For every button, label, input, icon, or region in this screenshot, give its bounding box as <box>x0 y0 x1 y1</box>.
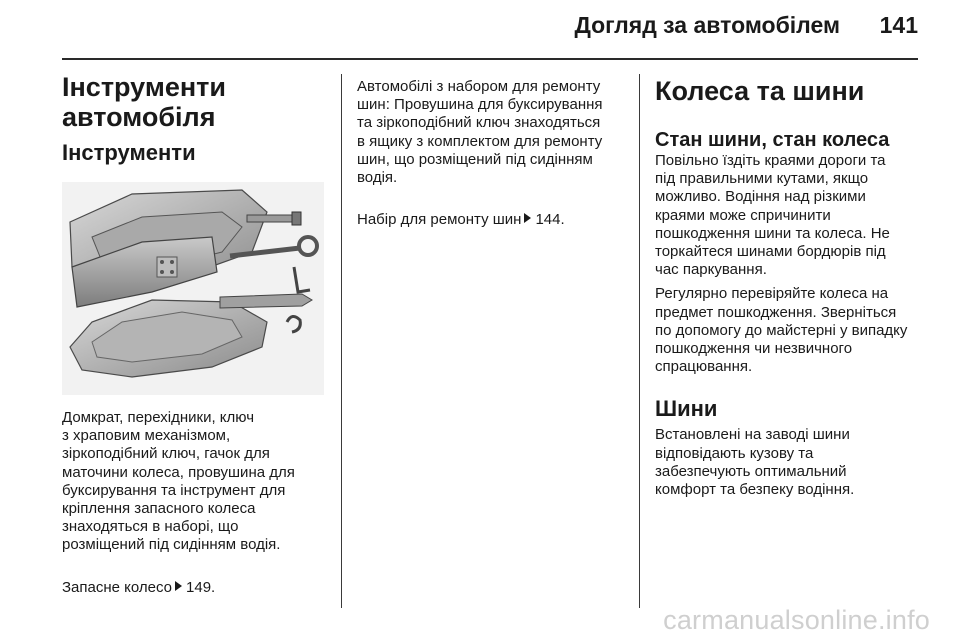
repair-kit-ref-text: Набір для ремонту шин <box>357 211 522 229</box>
tool-kit-illustration <box>62 182 324 395</box>
tyre-condition-paragraph-1: Повільно їздіть краями дороги та під правильними кутами, якщо можливо. Водіння над різкими краями може спричинити пошкодження шини та колеса. Не торкайтеся шинами бордюрів під час паркування. <box>655 152 890 279</box>
tools-caption: Домкрат, перехідники, ключ з храповим механізмом, зіркоподібний ключ, гачок для маточини колеса, провушина для буксирування та інструмент для кріплення запасного колеса знаходяться в наборі, що розміщений під сидінням водія. <box>62 409 295 554</box>
repair-kit-paragraph: Автомобілі з набором для ремонту шин: Провушина для буксирування та зіркоподібний ключ знаходяться в ящику з комплектом для ремонту шин, що розміщений під сидінням водія. <box>357 78 603 187</box>
column-2 <box>357 78 625 230</box>
tyre-condition-paragraph-2: Регулярно перевіряйте колеса на предмет пошкодження. Зверніться по допомогу до майстерні у випадку пошкодження чи незвичного спрацювання. <box>655 285 908 376</box>
reference-arrow-icon <box>524 213 531 223</box>
header-title: Догляд за автомобілем <box>574 12 840 38</box>
tyres-paragraph: Встановлені на заводі шини відповідають кузову та забезпечують оптимальний комфорт та безпеку водіння. <box>655 426 855 499</box>
tool-kit-drawing <box>62 182 324 395</box>
spare-wheel-ref-text: Запасне колесо <box>62 578 173 596</box>
subheading-tyres: Шини <box>655 396 718 422</box>
spare-wheel-ref-page: 149. <box>186 578 216 596</box>
section-heading-wheels-tyres: Колеса та шини <box>655 76 865 106</box>
subheading-tyre-condition: Стан шини, стан колеса <box>655 129 890 151</box>
column-1 <box>62 72 324 597</box>
watermark: carmanualsonline.info <box>663 605 930 635</box>
column-divider-1 <box>341 74 342 608</box>
page-header <box>62 0 918 60</box>
repair-kit-ref-page: 144. <box>535 211 565 229</box>
repair-kit-reference <box>357 193 625 229</box>
page-number: 141 <box>879 12 918 38</box>
reference-arrow-icon <box>175 581 182 591</box>
subheading-tools: Інструменти <box>62 140 196 165</box>
section-heading-tools: Інструменти автомобіля <box>62 72 226 132</box>
spare-wheel-reference <box>62 561 324 597</box>
column-divider-2 <box>639 74 640 608</box>
column-3 <box>655 76 927 499</box>
